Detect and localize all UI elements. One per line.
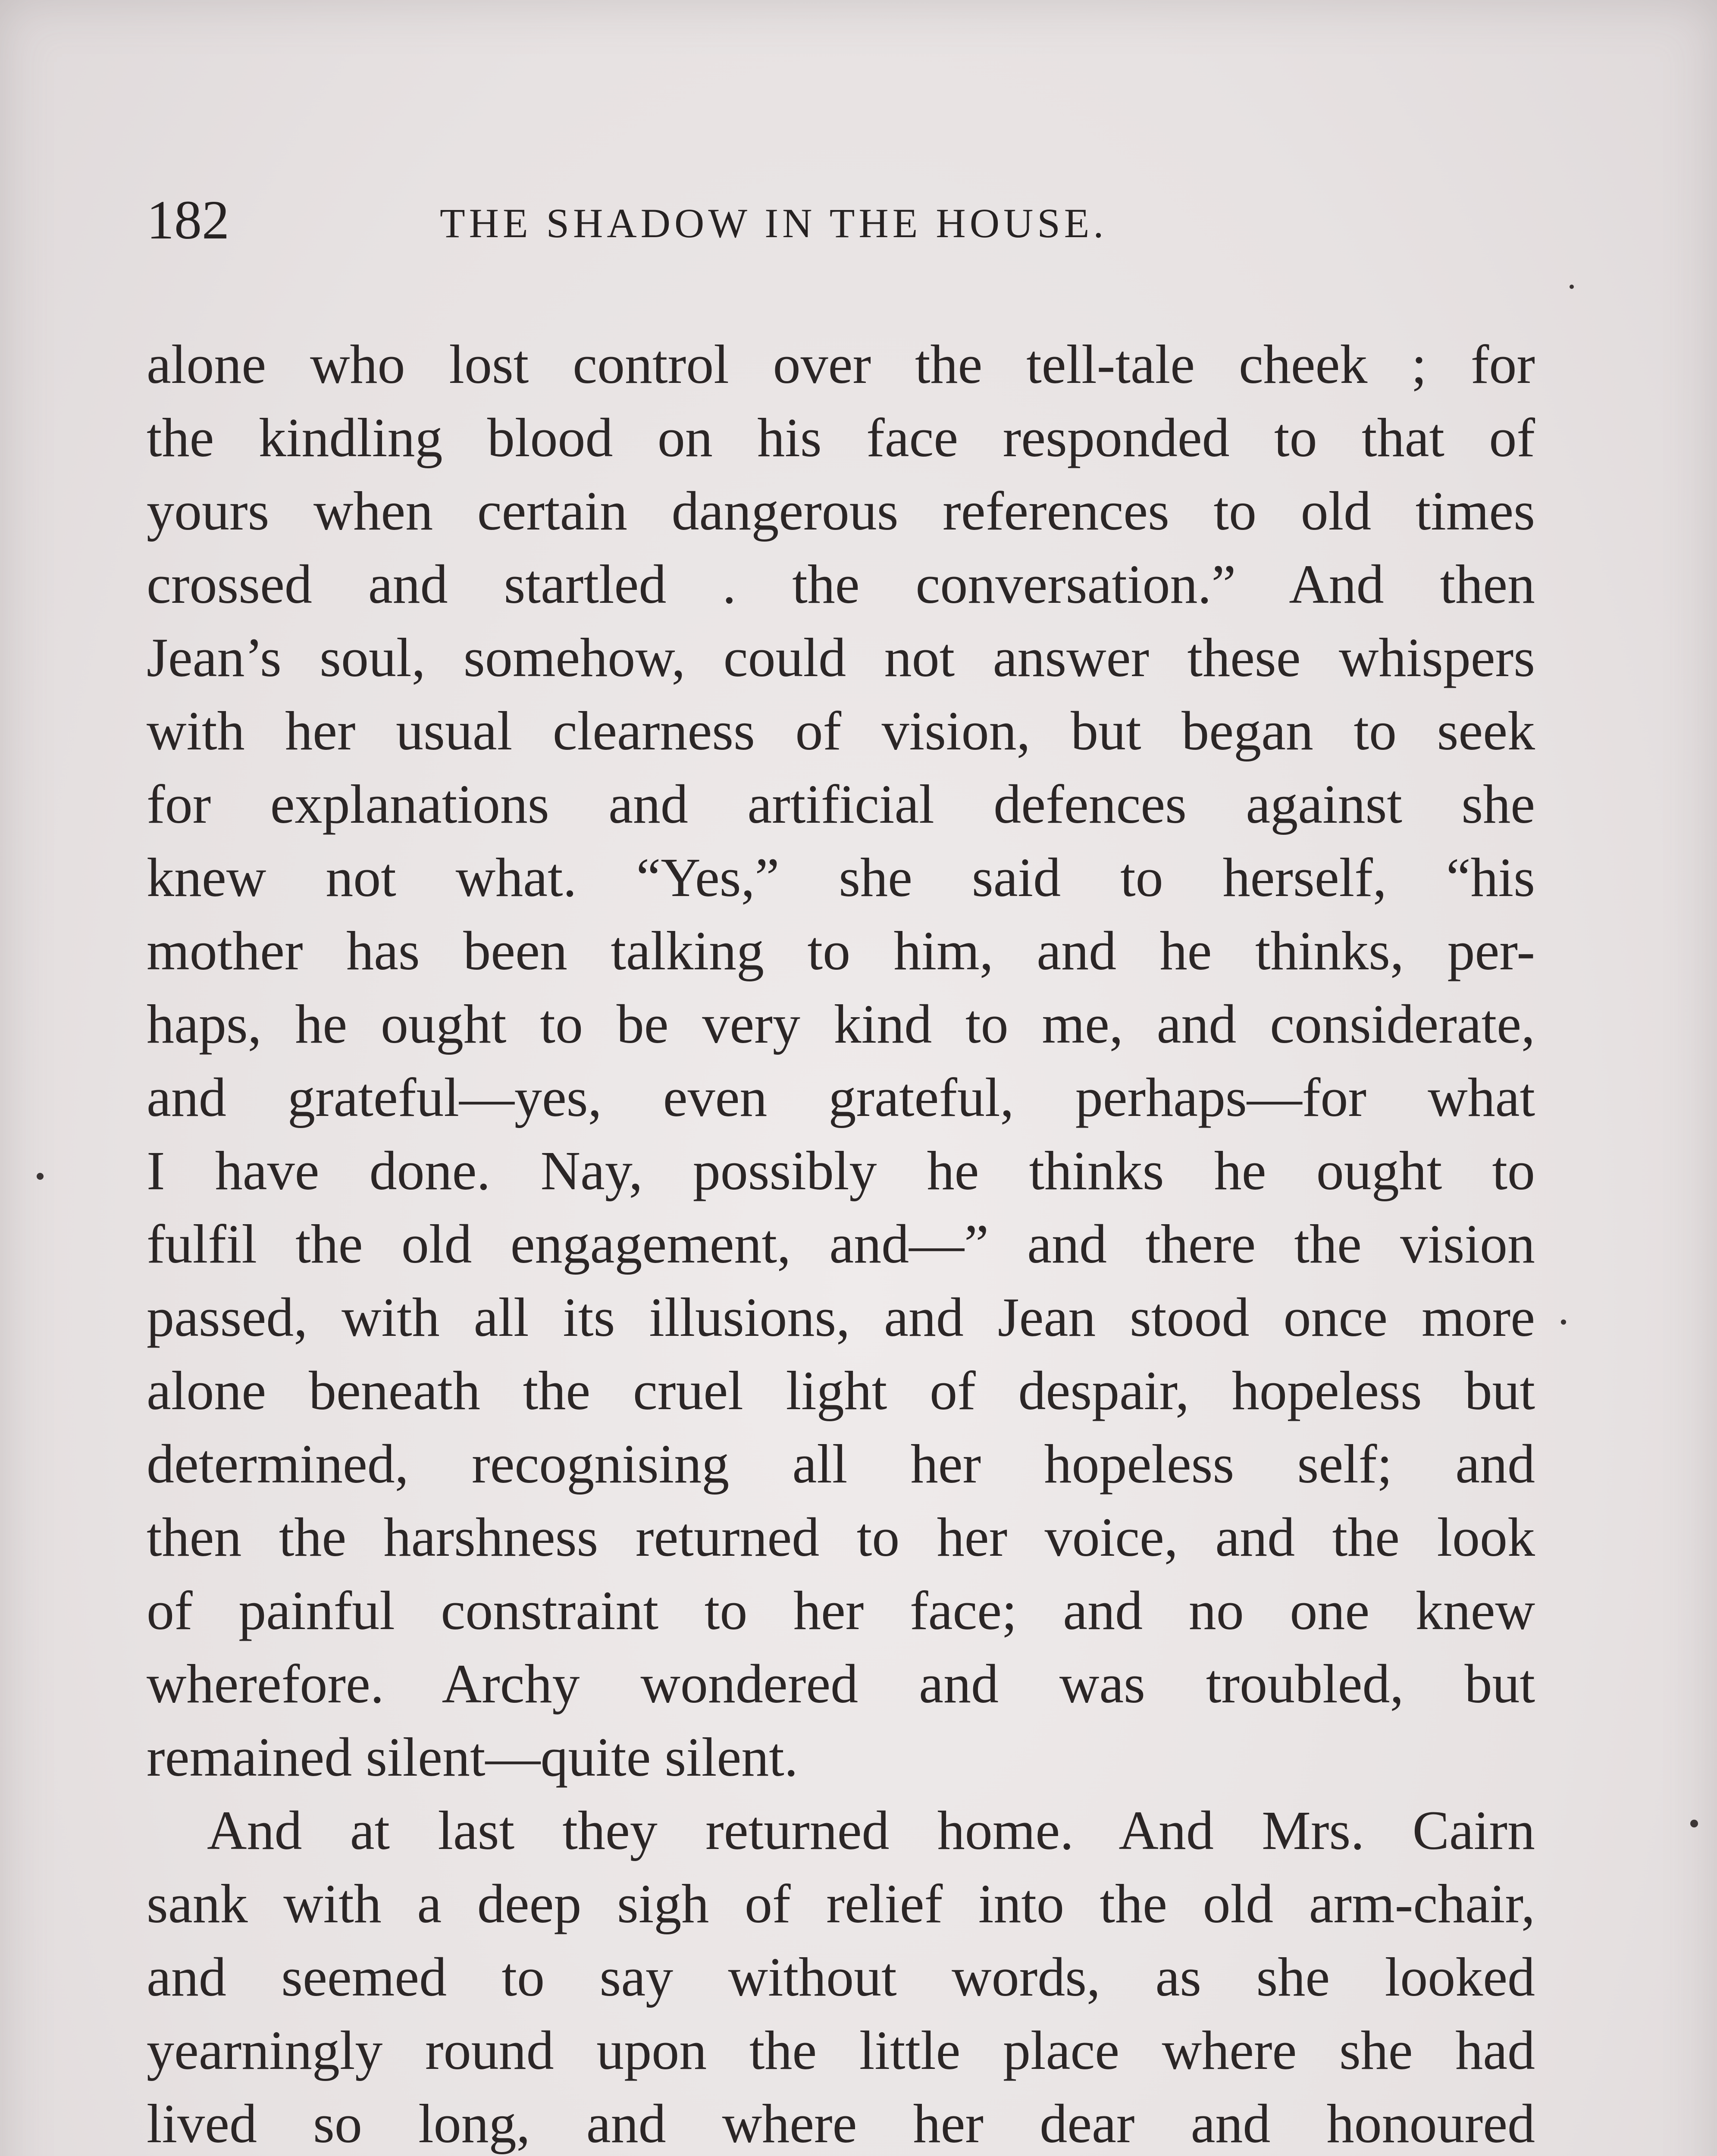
text-line: of painful constraint to her face; and no one knew: [147, 1580, 1535, 1641]
text-line: wherefore. Archy wondered and was troubled, but: [147, 1653, 1535, 1714]
text-line: and seemed to say without words, as she looked: [147, 1946, 1535, 2008]
text-line: fulfil the old engagement, and—” and there the vision: [147, 1213, 1535, 1275]
text-line: I have done. Nay, possibly he thinks he ought to: [147, 1140, 1535, 1201]
text-line: knew not what. “Yes,” she said to herself, “his: [147, 847, 1535, 908]
text-line: with her usual clearness of vision, but began to seek: [147, 700, 1535, 761]
text-line: crossed and startled . the conversation.” And then: [147, 554, 1535, 615]
text-line: haps, he ought to be very kind to me, and considerate,: [147, 993, 1535, 1055]
text-line: then the harshness returned to her voice, and the look: [147, 1507, 1535, 1568]
ink-speck: [1561, 1319, 1566, 1325]
paragraph-start-line: And at last they returned home. And Mrs. Cairn: [207, 1800, 1535, 1861]
ink-speck: [1570, 285, 1574, 289]
page-body-text: [147, 328, 1535, 2156]
text-line: the kindling blood on his face responded to that of: [147, 407, 1535, 468]
paragraph-end-line: remained silent—quite silent.: [147, 1727, 798, 1788]
text-line: sank with a deep sigh of relief into the old arm-chair,: [147, 1873, 1535, 1934]
text-line: and grateful—yes, even grateful, perhaps—for what: [147, 1067, 1535, 1128]
text-line: alone who lost control over the tell-tale cheek ; for: [147, 334, 1535, 395]
text-line: determined, recognising all her hopeless self; and: [147, 1433, 1535, 1495]
page-number: 182: [147, 189, 229, 251]
running-title: THE SHADOW IN THE HOUSE.: [440, 200, 1108, 246]
text-line: mother has been talking to him, and he thinks, per-: [147, 920, 1535, 981]
text-line: Jean’s soul, somehow, could not answer these whispers: [147, 627, 1535, 688]
text-line: yearningly round upon the little place where she had: [147, 2020, 1535, 2081]
text-line: passed, with all its illusions, and Jean stood once more: [147, 1287, 1535, 1348]
text-line: yours when certain dangerous references to old times: [147, 480, 1535, 542]
text-line: alone beneath the cruel light of despair, hopeless but: [147, 1360, 1535, 1421]
text-line: lived so long, and where her dear and honoured: [147, 2093, 1535, 2154]
ink-speck: [37, 1173, 44, 1180]
ink-speck: [1690, 1820, 1698, 1827]
page-header: [147, 181, 1535, 259]
text-line: for explanations and artificial defences against she: [147, 774, 1535, 835]
